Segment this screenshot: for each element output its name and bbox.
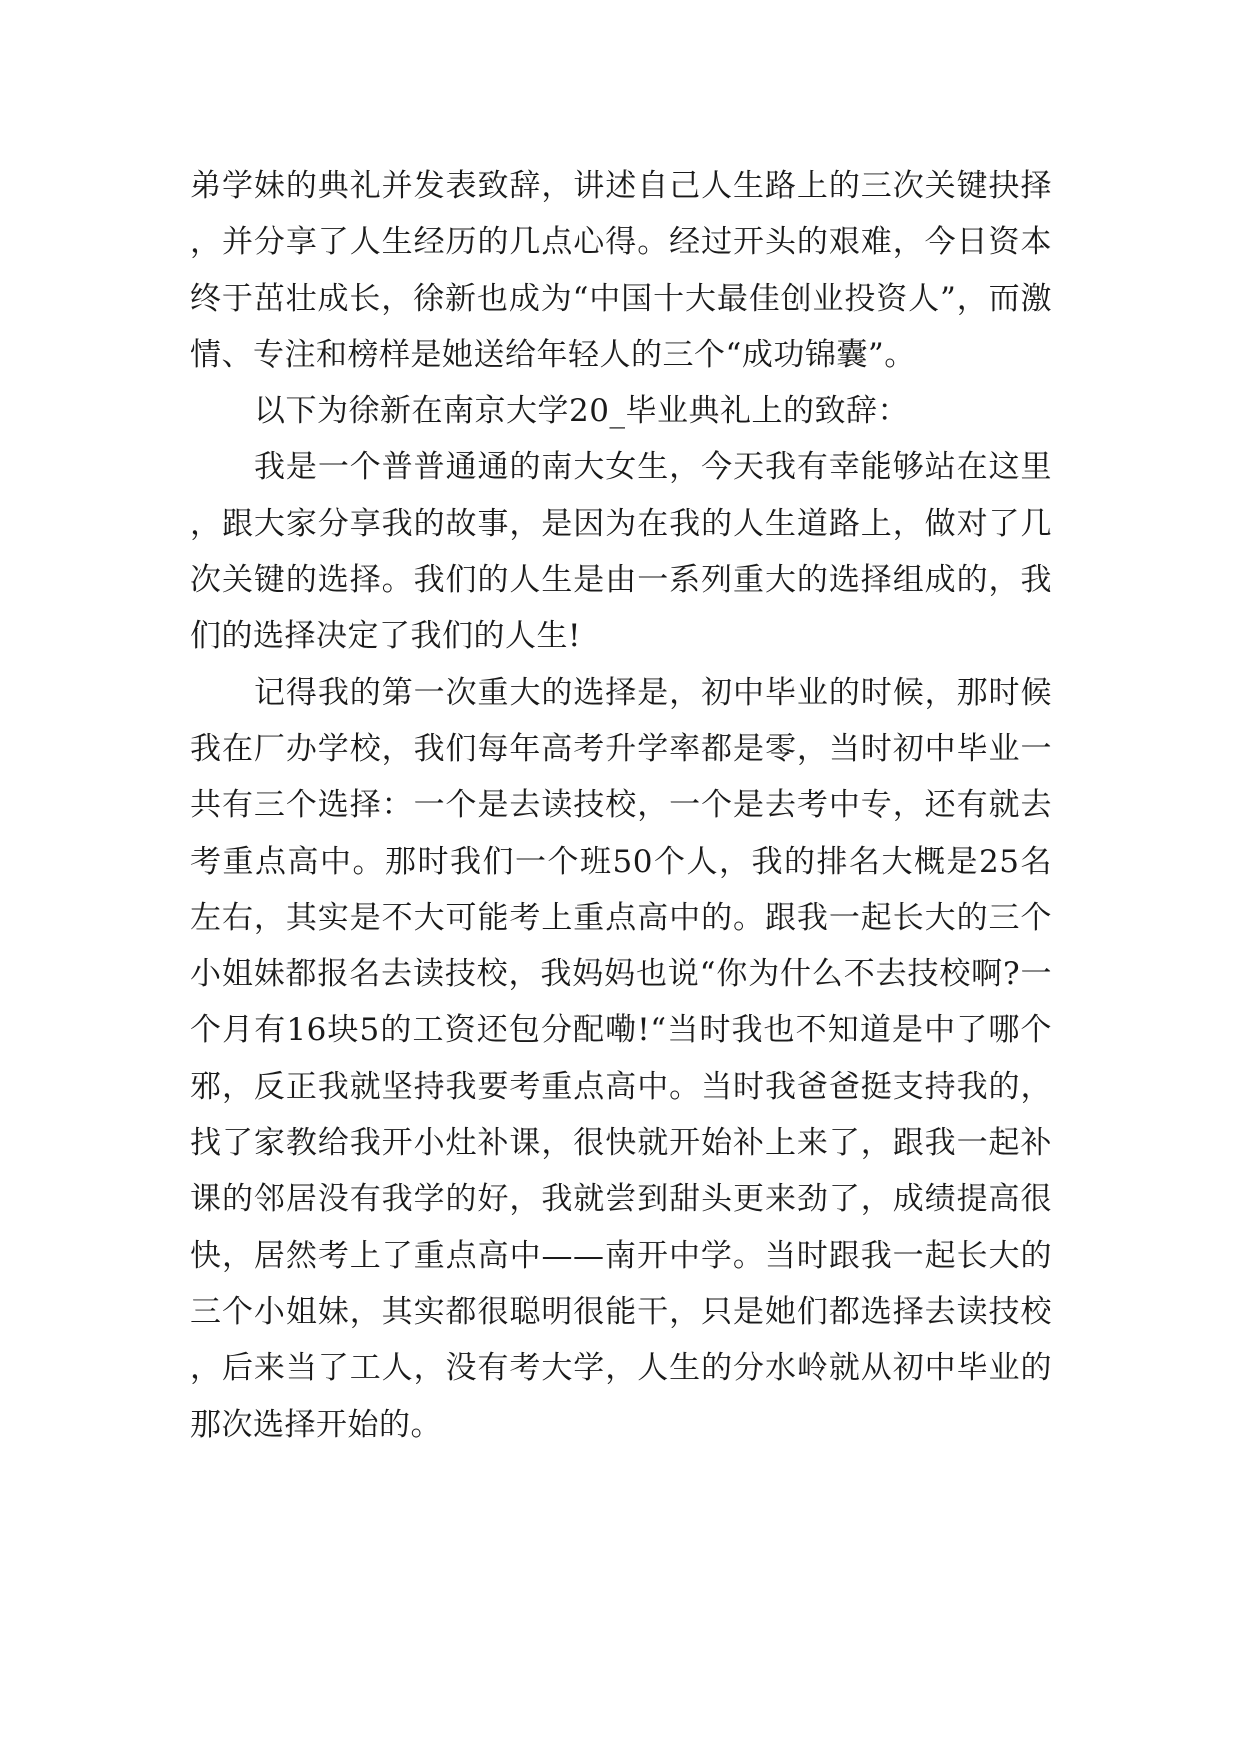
paragraph-first-choice: 记得我的第一次重大的选择是，初中毕业的时候，那时候我在厂办学校，我们每年高考升学率都是零，当时初中毕业一共有三个选择：一个是去读技校，一个是去考中专，还有就去考重点高中。那时我们一个班50个人，我的排名大概是25名左右，其实是不大可能考上重点高中的。跟我一起长大的三个小姐妹都报名去读技校，我妈妈也说“你为什么不去技校啊?一个月有16块5的工资还包分配嘞!“当时我也不知道是中了哪个邪，反正我就坚持我要考重点高中。当时我爸爸挺支持我的，找了家教给我开小灶补课，很快就开始补上来了，跟我一起补课的邻居没有我学的好，我就尝到甜头更来劲了，成绩提高很快，居然考上了重点高中——南开中学。当时跟我一起长大的三个小姐妹，其实都很聪明很能干，只是她们都选择去读技校，后来当了工人，没有考大学，人生的分水岭就从初中毕业的那次选择开始的。 [190, 674, 1052, 1443]
paragraph-continuation: 弟学妹的典礼并发表致辞，讲述自己人生路上的三次关键抉择，并分享了人生经历的几点心得。经过开头的艰难，今日资本终于茁壮成长，徐新也成为“中国十大最佳创业投资人”，而激情、专注和榜样是她送给年轻人的三个“成功锦囊”。 [190, 168, 1052, 373]
paragraph-intro: 以下为徐新在南京大学20_毕业典礼上的致辞： [254, 393, 909, 430]
paragraph-speech-opening: 我是一个普普通通的南大女生，今天我有幸能够站在这里，跟大家分享我的故事，是因为在我的人生道路上，做对了几次关键的选择。我们的人生是由一系列重大的选择组成的，我们的选择决定了我们的人生! [190, 449, 1052, 655]
body-text [190, 158, 1052, 1453]
